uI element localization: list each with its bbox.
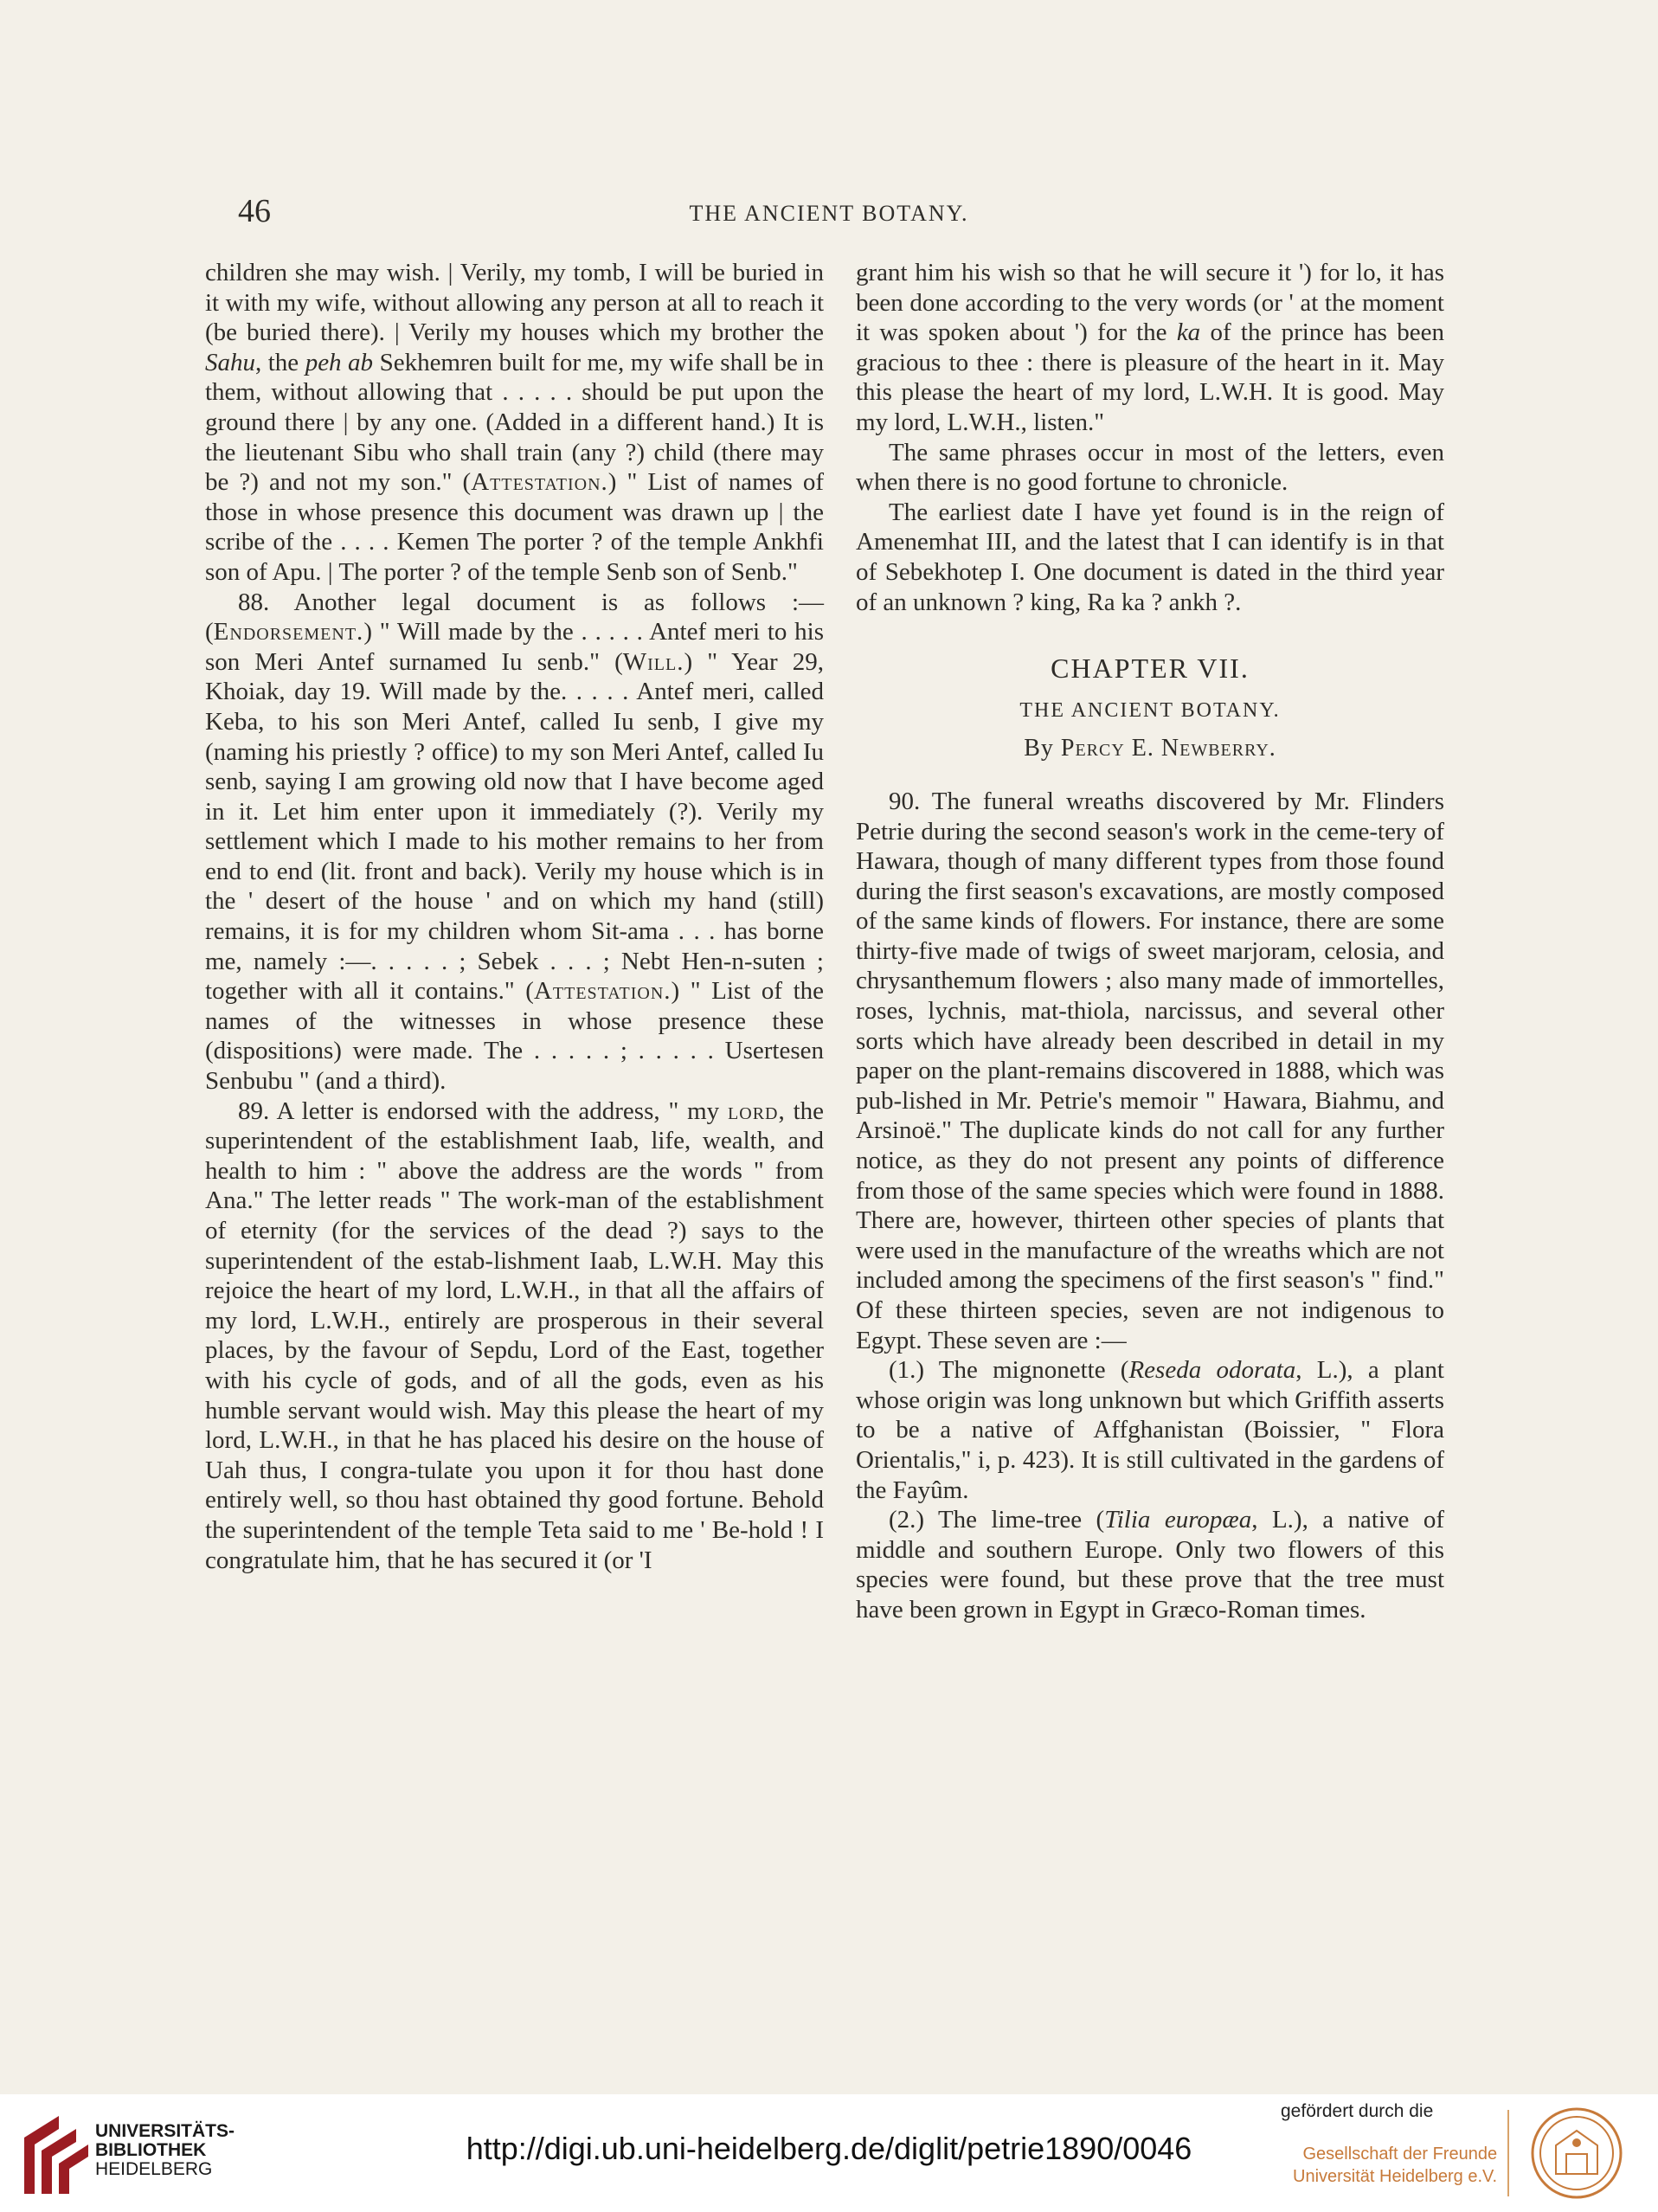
footer-divider — [1507, 2110, 1509, 2196]
right-paragraph-mignonette: (1.) The mignonette (Reseda odorata, L.), a plant whose origin was long unknown but which Griffith asserts to be a native of Affghanistan (Boissier, " Flora Orientalis," i, p. 423). It is still cultivated in the gardens of the Fayûm. — [856, 1356, 1444, 1504]
chapter-subtitle: THE ANCIENT BOTANY. — [1019, 698, 1281, 722]
right-paragraph-1: grant him his wish so that he will secure it ') for lo, it has been done according to the very words (or ' at the moment it was spoken about ') for the ka of the prince has been gracious to thee : there is pleasure of the heart in it. May this please the heart of my lord, L.W.H. It is good. May my lord, L.W.H., listen." — [856, 259, 1444, 436]
right-paragraph-3: The earliest date I have yet found is in the reign of Amenemhat III, and the latest that I can identify is in that of Sebekhotep I. One document is dated in the third year of an unknown ? king, Ra ka ? ankh ?. — [856, 498, 1444, 616]
right-column — [856, 258, 1444, 1625]
left-paragraph-88: 88. Another legal document is as follows :— (Endorsement.) " Will made by the . . . . . Antef meri to his son Meri Antef surnamed Iu senb." (Will.) " Year 29, Khoiak, day 19. Will made by the. . . . . Antef meri, called Keba, to his son Meri Antef, called Iu senb, I give my (naming his priestly ? office) to my son Meri Antef, called Iu senb, saying I am growing old now that I have become aged in it. Let him enter upon it immediately (?). Verily my settlement which I made to his mother remains to her from end to end (lit. front and back). Verily my house which is in the ' desert of the house ' and on which my hand (still) remains, it is for my children whom Sit-ama . . . has borne me, namely :—. . . . . ; Sebek . . . ; Nebt Hen-n-suten ; together with all it contains." (Attestation.) " List of the names of the witnesses in whose presence these (dispositions) were made. The . . . . . ; . . . . . Usertesen Senbubu " (and a third). — [205, 588, 825, 1096]
sponsor-name: Gesellschaft der Freunde Universität Heidelberg e.V. — [1293, 2144, 1498, 2186]
right-paragraph-2: The same phrases occur in most of the letters, even when there is no good fortune to chronicle. — [856, 438, 1444, 497]
left-paragraph-1: children she may wish. | Verily, my tomb, I will be buried in it with my wife, without allowing any person at all to reach it (be buried there). | Verily my houses which my brother the Sahu, the peh ab Sekhemren built for me, my wife shall be in them, without allowing that . . . . . should be put upon the ground there | by any one. (Added in a different hand.) It is the lieutenant Sibu who shall train (any ?) child (there may be ?) and not my son." (Attestation.) " List of names of those in whose presence this document was drawn up | the scribe of the . . . . Kemen The porter ? of the temple Ankhfi son of Apu. | The porter ? of the temple Senb son of Senb." — [205, 259, 824, 586]
permalink-url[interactable]: http://digi.ub.uni-heidelberg.de/diglit/petrie1890/0046 — [466, 2131, 1192, 2166]
page-header — [0, 192, 1658, 235]
chapter-author: By Percy E. Newberry. — [1024, 735, 1276, 762]
right-paragraph-90: 90. The funeral wreaths discovered by Mr. Flinders Petrie during the second season's work in the ceme-tery of Hawara, though of many different types from those found during the first season's excavations, are mostly composed of the same kinds of flowers. For instance, there are some thirty-five made of twigs of sweet marjoram, celosia, and chrysanthemum flowers ; also many made of immortelles, roses, lychnis, mat-thiola, narcissus, and several other sorts which have already been described in detail in my paper on the plant-remains discovered in 1888, which was pub-lished in Mr. Petrie's memoir " Hawara, Biahmu, and Arsinoë." The duplicate kinds do not call for any further notice, as they do not present any points of difference from those of the same species which were found in 1888. There are, however, thirteen other species of plants that were used in the manufacture of the wreaths which are not included among the specimens of the first season's " find." Of these thirteen species, seven are not indigenous to Egypt. These seven are :— — [856, 787, 1444, 1354]
page-number: 46 — [238, 193, 271, 229]
right-paragraph-lime-tree: (2.) The lime-tree (Tilia europæa, L.), a native of middle and southern Europe. Only two flowers of this species were found, but these prove that the tree must have been grown in Egypt in Græco-Roman times. — [856, 1506, 1444, 1624]
left-paragraph-89: 89. A letter is endorsed with the address, " my lord, the superintendent of the establishment Iaab, life, wealth, and health to him : " above the address are the words " from Ana." The letter reads " The work-man of the establishment of eternity (for the services of the dead ?) says to the superintendent of the estab-lishment Iaab, L.W.H. May this rejoice the heart of my lord, L.W.H., in that all the affairs of my lord, L.W.H., entirely are prosperous in their several places, by the favour of Sepdu, Lord of the East, together with his cycle of gods, and of all the gods, even as his humble servant would wish. May this please the heart of my lord, L.W.H., in that he has placed his desire on the house of Uah thus, I congra-tulate you upon it for thou hast done entirely well, so thou hast obtained thy good fortune. Behold the superintendent of the temple Teta said to me ' Be-hold ! I congratulate him, that he has secured it (or 'I — [205, 1096, 824, 1574]
library-name: UNIVERSITÄTS- BIBLIOTHEK HEIDELBERG — [95, 2121, 235, 2179]
university-seal-icon — [1530, 2106, 1623, 2200]
sponsor-label: gefördert durch die — [1281, 2101, 1434, 2121]
chapter-title: CHAPTER VII. — [1051, 653, 1250, 685]
running-title: THE ANCIENT BOTANY. — [689, 201, 969, 226]
left-column — [205, 258, 824, 1575]
footer-bar — [0, 2094, 1658, 2212]
